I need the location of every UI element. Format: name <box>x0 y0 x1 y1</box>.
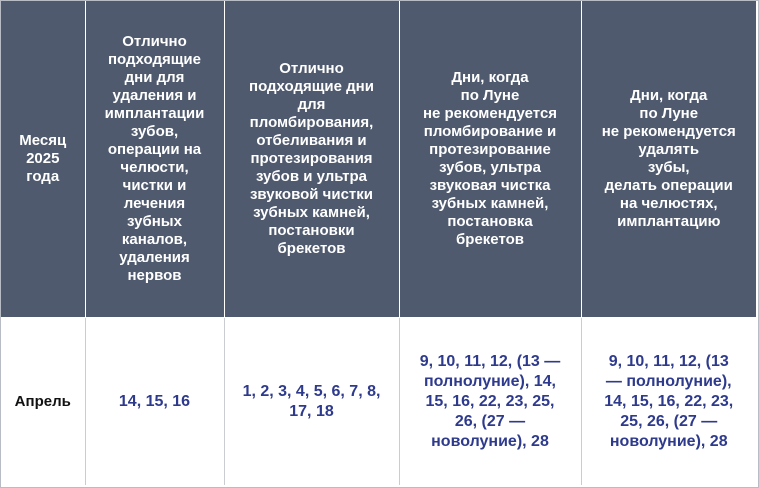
header-filling-bad: Дни, когда по Луне не рекомендуется пломбирование и протезирование зубов, ультра звуковая чистка зубных камней, постановка брекетов <box>399 1 581 318</box>
header-removal-good: Отлично подходящие дни для удаления и имплантации зубов, операции на челюсти, чистки и лечения зубных каналов, удаления нервов <box>85 1 224 318</box>
header-row <box>1 1 756 318</box>
header-removal-bad: Дни, когда по Луне не рекомендуется удалять зубы, делать операции на челюстях, имплантацию <box>581 1 756 318</box>
cell-removal-good: 14, 15, 16 <box>85 318 224 486</box>
cell-removal-bad: 9, 10, 11, 12, (13 — полнолуние), 14, 15, 16, 22, 23, 25, 26, (27 — новолуние), 28 <box>581 318 756 486</box>
table-row <box>1 318 756 486</box>
cell-filling-bad: 9, 10, 11, 12, (13 — полнолуние), 14, 15, 16, 22, 23, 25, 26, (27 — новолуние), 28 <box>399 318 581 486</box>
cell-filling-good: 1, 2, 3, 4, 5, 6, 7, 8, 17, 18 <box>224 318 399 486</box>
cell-month: Апрель <box>1 318 85 486</box>
header-month: Месяц 2025 года <box>1 1 85 318</box>
header-filling-good: Отлично подходящие дни для пломбирования, отбеливания и протезирования зубов и ультра звуковой чистки зубных камней, постановки брекетов <box>224 1 399 318</box>
lunar-dental-calendar-table <box>1 1 756 485</box>
